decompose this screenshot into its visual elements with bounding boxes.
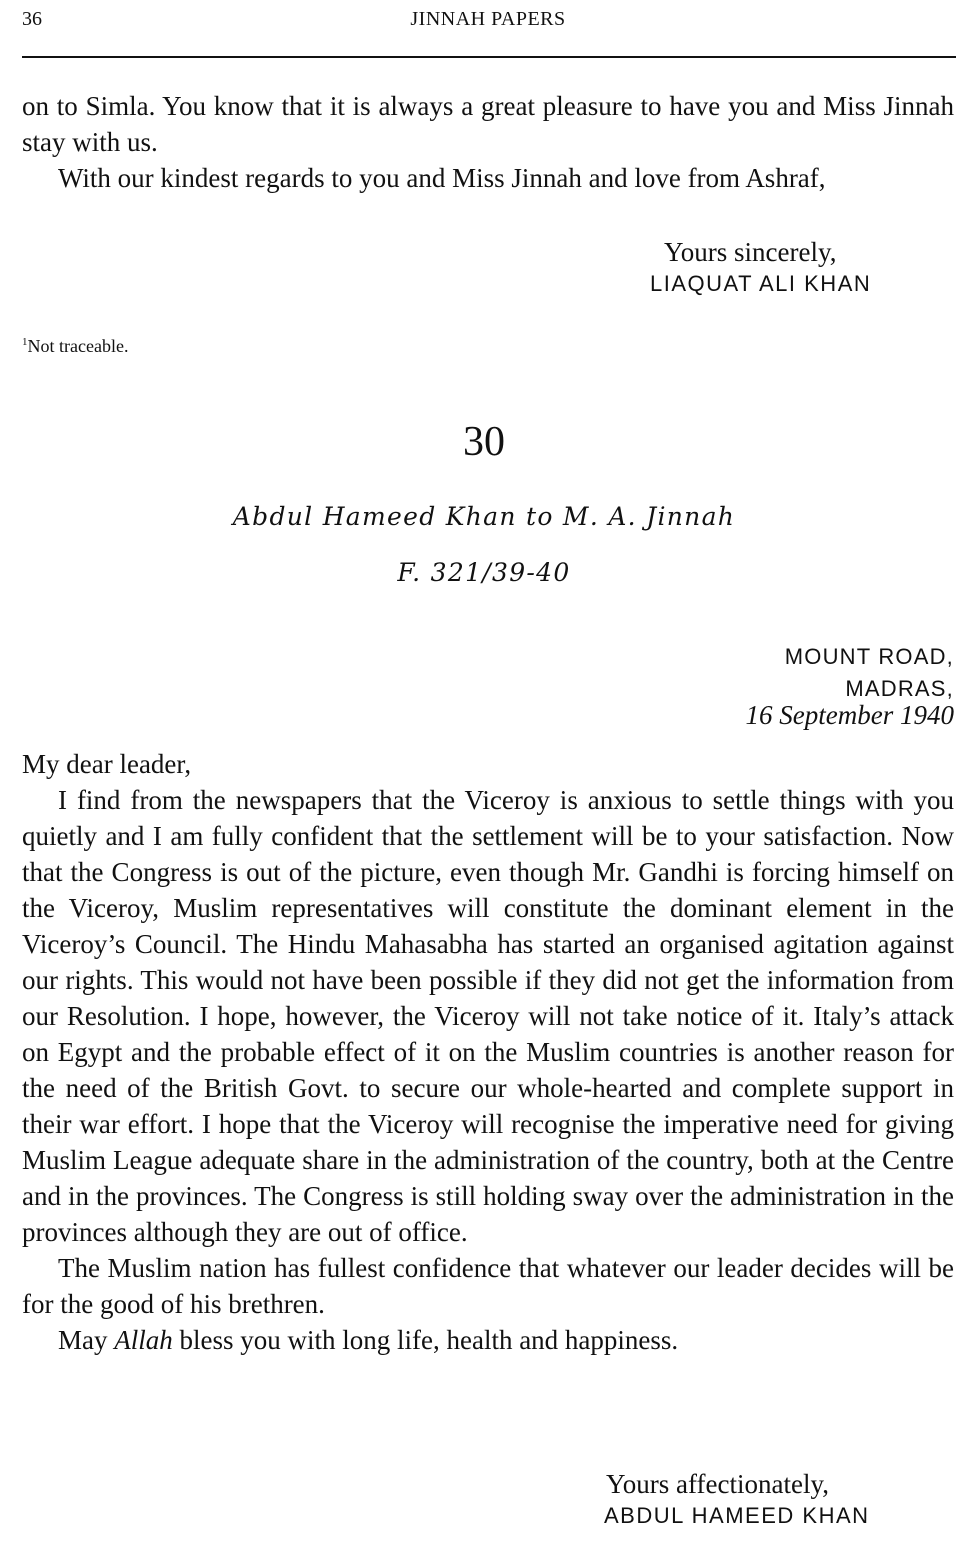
address-line-1: MOUNT ROAD,: [784, 644, 954, 669]
running-title: JINNAH PAPERS: [410, 8, 566, 30]
salutation: My dear leader,: [22, 749, 192, 779]
signature-abdul-hameed: ABDUL HAMEED KHAN: [604, 1503, 870, 1528]
continuation-paragraph: on to Simla. You know that it is always a great pleasure to have you and Miss Jinnah stay with us.: [22, 91, 954, 157]
page-number: 36: [22, 8, 42, 30]
blessing-text-start: May: [58, 1325, 115, 1355]
address-line-2: MADRAS,: [845, 676, 954, 701]
footnote-marker: 1: [22, 336, 28, 348]
document-number: 30: [463, 419, 505, 465]
signature-liaquat: LIAQUAT ALI KHAN: [650, 271, 872, 296]
blessing-allah: Allah: [114, 1325, 173, 1355]
file-reference: F. 321/39-40: [397, 558, 571, 587]
header-rule: [22, 56, 956, 58]
closing-affectionately: Yours affectionately,: [606, 1469, 829, 1499]
body-paragraph-2: The Muslim nation has fullest confidence that whatever our leader decides will be for the good of his brethren.: [22, 1253, 954, 1319]
letter-continuation: [22, 88, 954, 196]
running-header: [22, 6, 954, 36]
footnote: [22, 336, 128, 357]
blessing-paragraph: [22, 1322, 954, 1358]
letter-body: [22, 746, 954, 1358]
document-heading: Abdul Hameed Khan to M. A. Jinnah: [232, 502, 736, 531]
closing-sincerely: Yours sincerely,: [664, 237, 837, 267]
letter-date: 16 September 1940: [745, 700, 954, 730]
blessing-text-end: bless you with long life, health and happiness.: [172, 1325, 679, 1355]
body-paragraph-1: I find from the newspapers that the Viceroy is anxious to settle things with you quietly and I am fully confident that the settlement will be to your satisfaction. Now that the Congress is out of the picture, even though Mr. Gandhi is forcing himself on the Viceroy, Muslim representatives will constitute the dominant element in the Viceroy’s Council. The Hindu Mahasabha has started an organised agitation against our rights. This would not have been possible if they did not get the information from our Resolution. I hope, however, the Viceroy will not take notice of it. Italy’s attack on Egypt and the probable effect of it on the Muslim countries is another reason for the need of the British Govt. to secure our whole-hearted and complete support in their war effort. I hope that the Viceroy will recognise the imperative need for giving Muslim League adequate share in the administration of the country, both at the Centre and in the provinces. The Congress is still holding sway over the administration in the provinces although they are out of office.: [22, 785, 954, 1247]
regards-paragraph: With our kindest regards to you and Miss Jinnah and love from Ashraf,: [58, 163, 826, 193]
address-block: [785, 641, 954, 705]
footnote-text: Not traceable.: [27, 336, 129, 356]
